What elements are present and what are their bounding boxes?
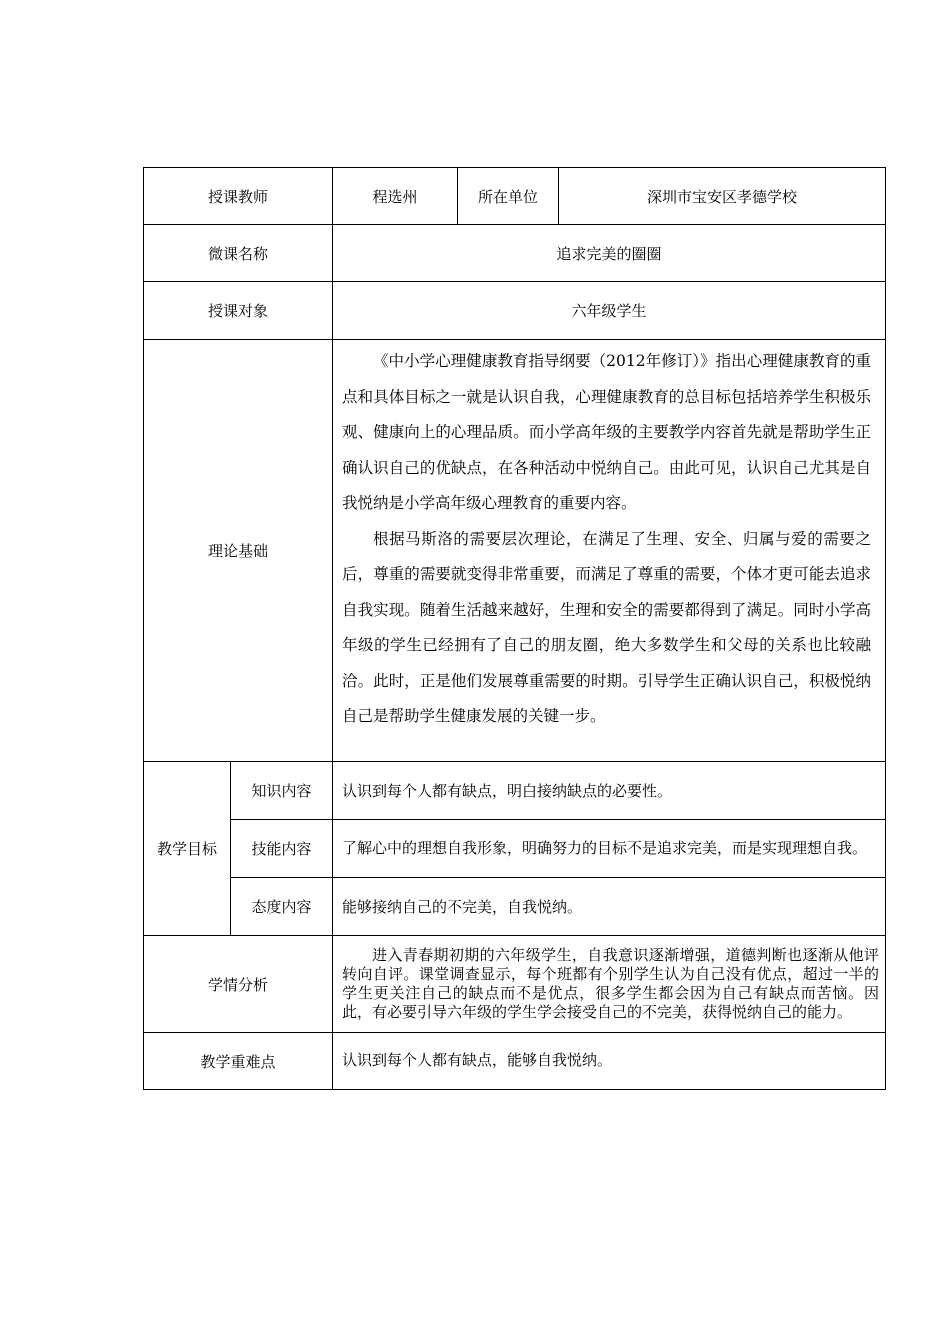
teacher-label: 授课教师 (144, 168, 333, 225)
course-row (144, 225, 886, 282)
audience-row (144, 282, 886, 340)
theory-row (144, 340, 886, 762)
analysis-content (333, 936, 886, 1033)
key-row (144, 1033, 886, 1090)
course-label: 微课名称 (144, 225, 333, 282)
unit-label: 所在单位 (458, 168, 559, 225)
teacher-row (144, 168, 886, 225)
teacher-name: 程选州 (333, 168, 458, 225)
analysis-row (144, 936, 886, 1033)
lesson-plan-table (143, 167, 886, 1090)
theory-paragraph: 根据马斯洛的需要层次理论，在满足了生理、安全、归属与爱的需要之后，尊重的需要就变得非常重要，而满足了尊重的需要，个体才更可能去追求自我实现。随着生活越来越好，生理和安全的需要都得到了满足。同时小学高年级的学生已经拥有了自己的朋友圈，绝大多数学生和父母的关系也比较融洽。此时，正是他们发展尊重需要的时期。引导学生正确认识自己，积极悦纳自己是帮助学生健康发展的关键一步。 (342, 529, 872, 725)
course-name: 追求完美的圈圈 (333, 225, 886, 282)
goal-text-knowledge: 认识到每个人都有缺点，明白接纳缺点的必要性。 (333, 762, 886, 820)
key-text: 认识到每个人都有缺点，能够自我悦纳。 (333, 1033, 886, 1090)
analysis-text: 进入青春期初期的六年级学生，自我意识逐渐增强，道德判断也逐渐从他评转向自评。课堂调查显示，每个班都有个别学生认为自己没有优点，超过一半的学生更关注自己的缺点而不是优点，很多学生都会因为自己有缺点而苦恼。因此，有必要引导六年级的学生学会接受自己的不完美，获得悦纳自己的能力。 (342, 946, 880, 1021)
audience-value: 六年级学生 (333, 282, 886, 340)
goal-text-attitude: 能够接纳自己的不完美，自我悦纳。 (333, 878, 886, 936)
analysis-label: 学情分析 (144, 936, 333, 1033)
audience-label: 授课对象 (144, 282, 333, 340)
goal-row-skill (144, 820, 886, 878)
unit-name: 深圳市宝安区孝德学校 (559, 168, 886, 225)
goal-label-attitude: 态度内容 (231, 878, 333, 936)
goal-row-attitude (144, 878, 886, 936)
goal-row-knowledge (144, 762, 886, 820)
theory-label: 理论基础 (144, 340, 333, 762)
goal-label-knowledge: 知识内容 (231, 762, 333, 820)
theory-paragraph: 《中小学心理健康教育指导纲要（2012年修订）》指出心理健康教育的重点和具体目标之一就是认识自我，心理健康教育的总目标包括培养学生积极乐观、健康向上的心理品质。而小学高年级的主要教学内容首先就是帮助学生正确认识自己的优缺点，在各种活动中悦纳自己。由此可见，认识自己尤其是自我悦纳是小学高年级心理教育的重要内容。 (342, 352, 872, 512)
goal-text-skill: 了解心中的理想自我形象，明确努力的目标不是追求完美，而是实现理想自我。 (333, 820, 886, 878)
goals-label: 教学目标 (144, 762, 231, 936)
theory-content (333, 340, 886, 762)
key-label: 教学重难点 (144, 1033, 333, 1090)
goal-label-skill: 技能内容 (231, 820, 333, 878)
